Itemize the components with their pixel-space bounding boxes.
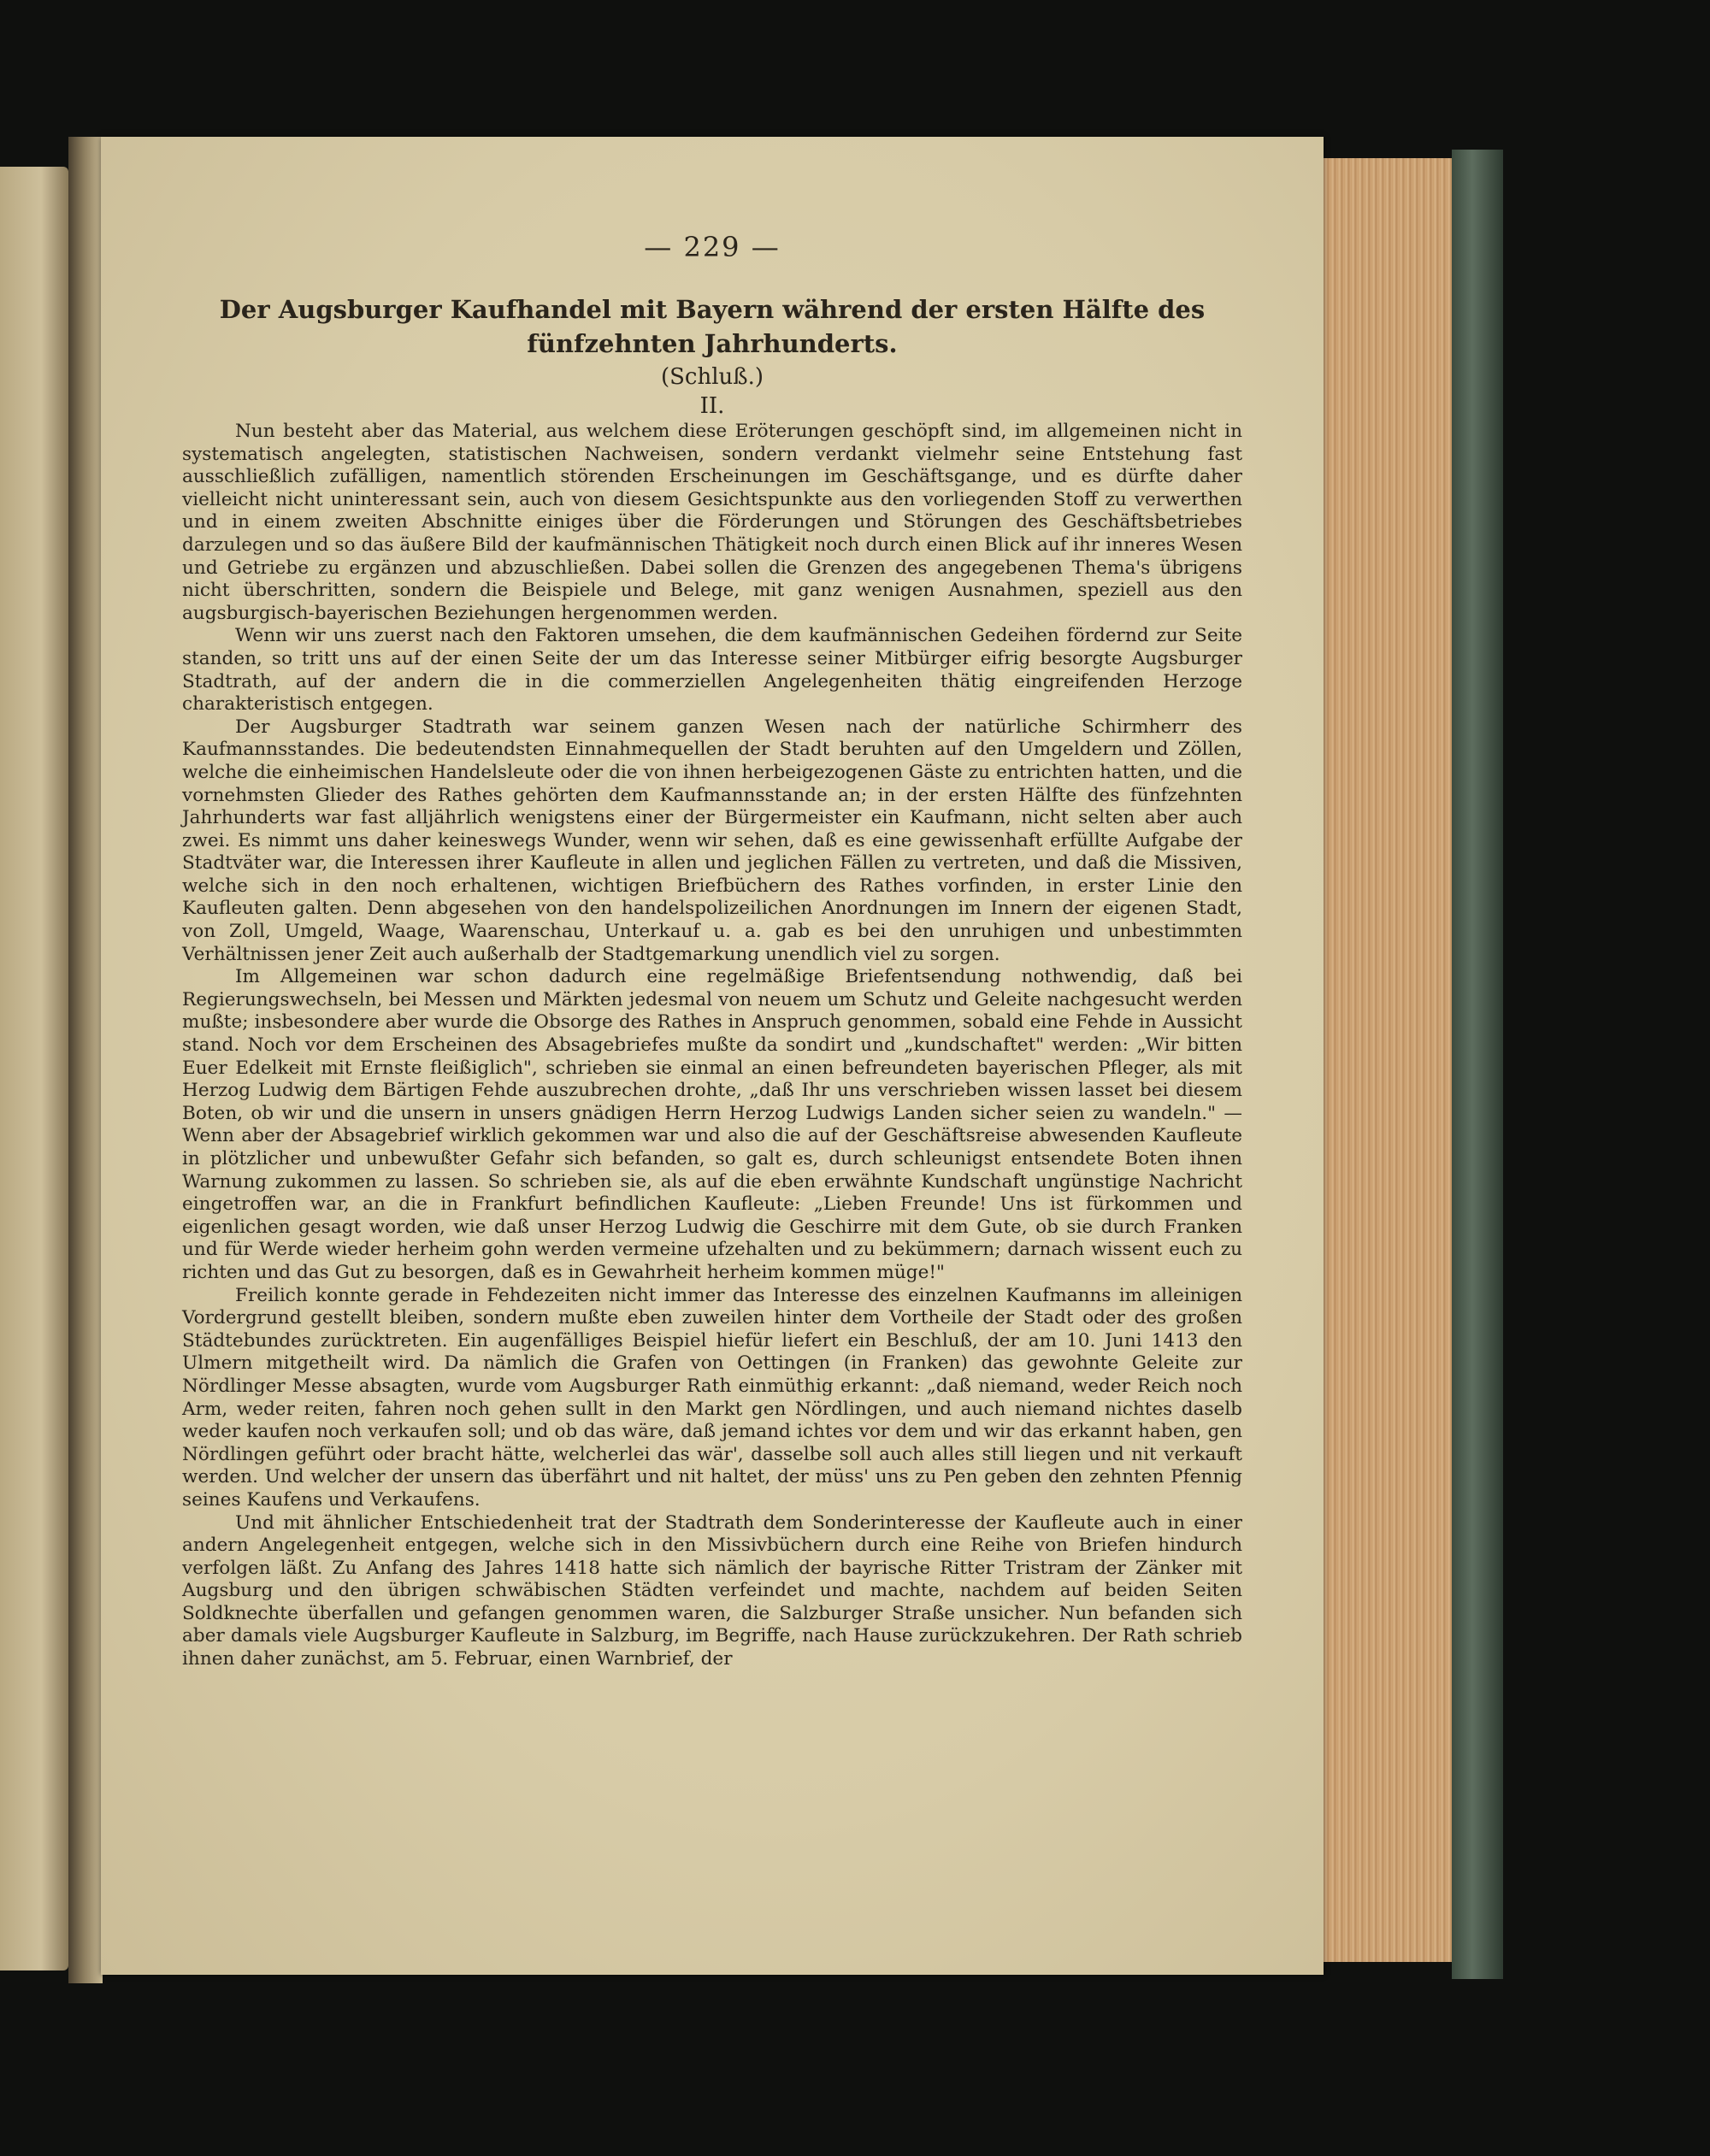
paragraph: Und mit ähnlicher Entschiedenheit trat der Stadtrath dem Sonderinteresse der Kaufleute auch in einer andern Angelegenheit entgegen, welche sich in den Missivbüchern durch eine Reihe von Briefen hindurch verfolgen läßt. Zu Anfang des Jahres 1418 hatte sich nämlich der bayrische Ritter Tristram der Zänker mit Augsburg und den übrigen schwäbischen Städten verfeindet und machte, nachdem auf beiden Seiten Soldknechte überfallen und gefangen genommen waren, die Salzburger Straße unsicher. Nun befanden sich aber damals viele Augsburger Kaufleute in Salzburg, im Begriffe, nach Hause zurückzukehren. Der Rath schrieb ihnen daher zunächst, am 5. Februar, einen Warnbrief, der (182, 1511, 1242, 1670)
book-page (101, 137, 1324, 1975)
paragraph: Im Allgemeinen war schon dadurch eine regelmäßige Briefentsendung nothwendig, daß bei Regierungswechseln, bei Messen und Märkten jedesmal von neuem um Schutz und Geleite nachgesucht werden mußte; insbesondere aber wurde die Obsorge des Rathes in Anspruch genommen, sobald eine Fehde in Aussicht stand. Noch vor dem Erscheinen des Absagebriefes mußte da sondirt und „kundschaftet" werden: „Wir bitten Euer Edelkeit mit Ernste fleißiglich", schrieben sie einmal an einen befreundeten bayerischen Pfleger, als mit Herzog Ludwig dem Bärtigen Fehde auszubrechen drohte, „daß Ihr uns verschrieben wissen lasset bei diesem Boten, ob wir und die unsern in unsers gnädigen Herrn Herzog Ludwigs Landen sicher seien zu wandeln." — Wenn aber der Absagebrief wirklich gekommen war und also die auf der Geschäftsreise abwesenden Kaufleute in plötzlicher und unbewußter Gefahr sich befanden, so galt es, durch schleunigst entsendete Boten ihnen Warnung zukommen zu lassen. So schrieben sie, als auf die eben erwähnte Kundschaft ungünstige Nachricht eingetroffen war, an die in Frankfurt befindlichen Kaufleute: „Lieben Freunde! Uns ist fürkommen und eigenlichen gesagt worden, wie daß unser Herzog Ludwig die Geschirre mit dem Gute, ob sie durch Franken und für Werde wieder herheim gohn werden vermeine ufzehalten und zu bekümmern; darnach wissent euch zu richten und das Gut zu besorgen, daß es in Gewahrheit herheim kommen müge!" (182, 966, 1242, 1283)
page-content (182, 231, 1242, 1671)
section-number: II. (699, 393, 725, 419)
article-subtitle: (Schluß.) (660, 364, 764, 390)
paragraph: Wenn wir uns zuerst nach den Faktoren umsehen, die dem kaufmännischen Gedeihen fördernd zur Seite standen, so tritt uns auf der einen Seite der um das Interesse seiner Mitbürger eifrig besorgte Augsburger Stadtrath, auf der andern die in die commerziellen Angelegenheiten thätig eingreifenden Herzoge charakteristisch entgegen. (182, 625, 1242, 716)
paragraph: Nun besteht aber das Material, aus welchem diese Eröterungen geschöpft sind, im allgemeinen nicht in systematisch angelegten, statistischen Nachweisen, sondern verdankt vielmehr seine Entstehung fast ausschließlich zufälligen, namentlich störenden Erscheinungen im Geschäftsgange, und es dürfte daher vielleicht nicht uninteressant sein, auch von diesem Gesichtspunkte aus den vorliegenden Stoff zu verwerthen und in einem zweiten Abschnitte einiges über die Förderungen und Störungen des Geschäftsbetriebes darzulegen und so das äußere Bild der kaufmännischen Thätigkeit noch durch einen Blick auf ihr inneres Wesen und Getriebe zu ergänzen und abzuschließen. Dabei sollen die Grenzen des angegebenen Thema's übrigens nicht überschritten, sondern die Beispiele und Belege, mit ganz wenigen Ausnahmen, speziell aus den augsburgisch-bayerischen Beziehungen hergenommen werden. (182, 421, 1242, 624)
left-page-edge (0, 167, 68, 1970)
page-edges (1324, 158, 1452, 1962)
paragraph: Freilich konnte gerade in Fehdezeiten nicht immer das Interesse des einzelnen Kaufmanns im alleinigen Vordergrund gestellt bleiben, sondern mußte eben zuweilen hinter dem Vortheile der Stadt oder des großen Städtebundes zurücktreten. Ein augenfälliges Beispiel hiefür liefert ein Beschluß, der am 10. Juni 1413 den Ulmern mitgetheilt wird. Da nämlich die Grafen von Oettingen (in Franken) das gewohnte Geleite zur Nördlinger Messe absagten, wurde vom Augsburger Rath einmüthig erkannt: „daß niemand, weder Reich noch Arm, weder reiten, fahren noch gehen sullt in den Markt gen Nördlingen, und auch niemand nichtes daselb weder kaufen noch verkaufen soll; und ob das wäre, daß jemand ichtes vor dem und wir das erkannt haben, gen Nördlingen geführt oder bracht hätte, welcherlei das wär', dasselbe soll auch alles still liegen und nit verkauft werden. Und welcher der unsern das überfährt und nit haltet, der müss' uns zu Pen geben den zehnten Pfennig seines Kaufens und Verkaufens. (182, 1284, 1242, 1511)
page-number: — 229 — (644, 231, 781, 263)
article-title: Der Augsburger Kaufhandel mit Bayern während der ersten Hälfte des fünfzehnten Jahrhunderts. (219, 295, 1206, 358)
book-gutter (68, 137, 103, 1983)
book-cover (1452, 150, 1503, 1979)
paragraph: Der Augsburger Stadtrath war seinem ganzen Wesen nach der natürliche Schirmherr des Kaufmannsstandes. Die bedeutendsten Einnahmequellen der Stadt beruhten auf den Umgeldern und Zöllen, welche die einheimischen Handelsleute oder die von ihnen herbeigezogenen Gäste zu entrichten hatten, und die vornehmsten Glieder des Rathes gehörten dem Kaufmannsstande an; in der ersten Hälfte des fünfzehnten Jahrhunderts war fast alljährlich wenigstens einer der Bürgermeister ein Kaufmann, nicht selten aber auch zwei. Es nimmt uns daher keineswegs Wunder, wenn wir sehen, daß es eine gewissenhaft erfüllte Aufgabe der Stadtväter war, die Interessen ihrer Kaufleute in allen und jeglichen Fällen zu vertreten, und daß die Missiven, welche sich in den noch erhaltenen, wichtigen Briefbüchern des Rathes vorfinden, in erster Linie den Kaufleuten galten. Denn abgesehen von den handelspolizeilichen Anordnungen im Innern der eigenen Stadt, von Zoll, Umgeld, Waage, Waarenschau, Unterkauf u. a. gab es bei den unruhigen und unbestimmten Verhältnissen jener Zeit auch außerhalb der Stadtgemarkung unendlich viel zu sorgen. (182, 716, 1242, 965)
